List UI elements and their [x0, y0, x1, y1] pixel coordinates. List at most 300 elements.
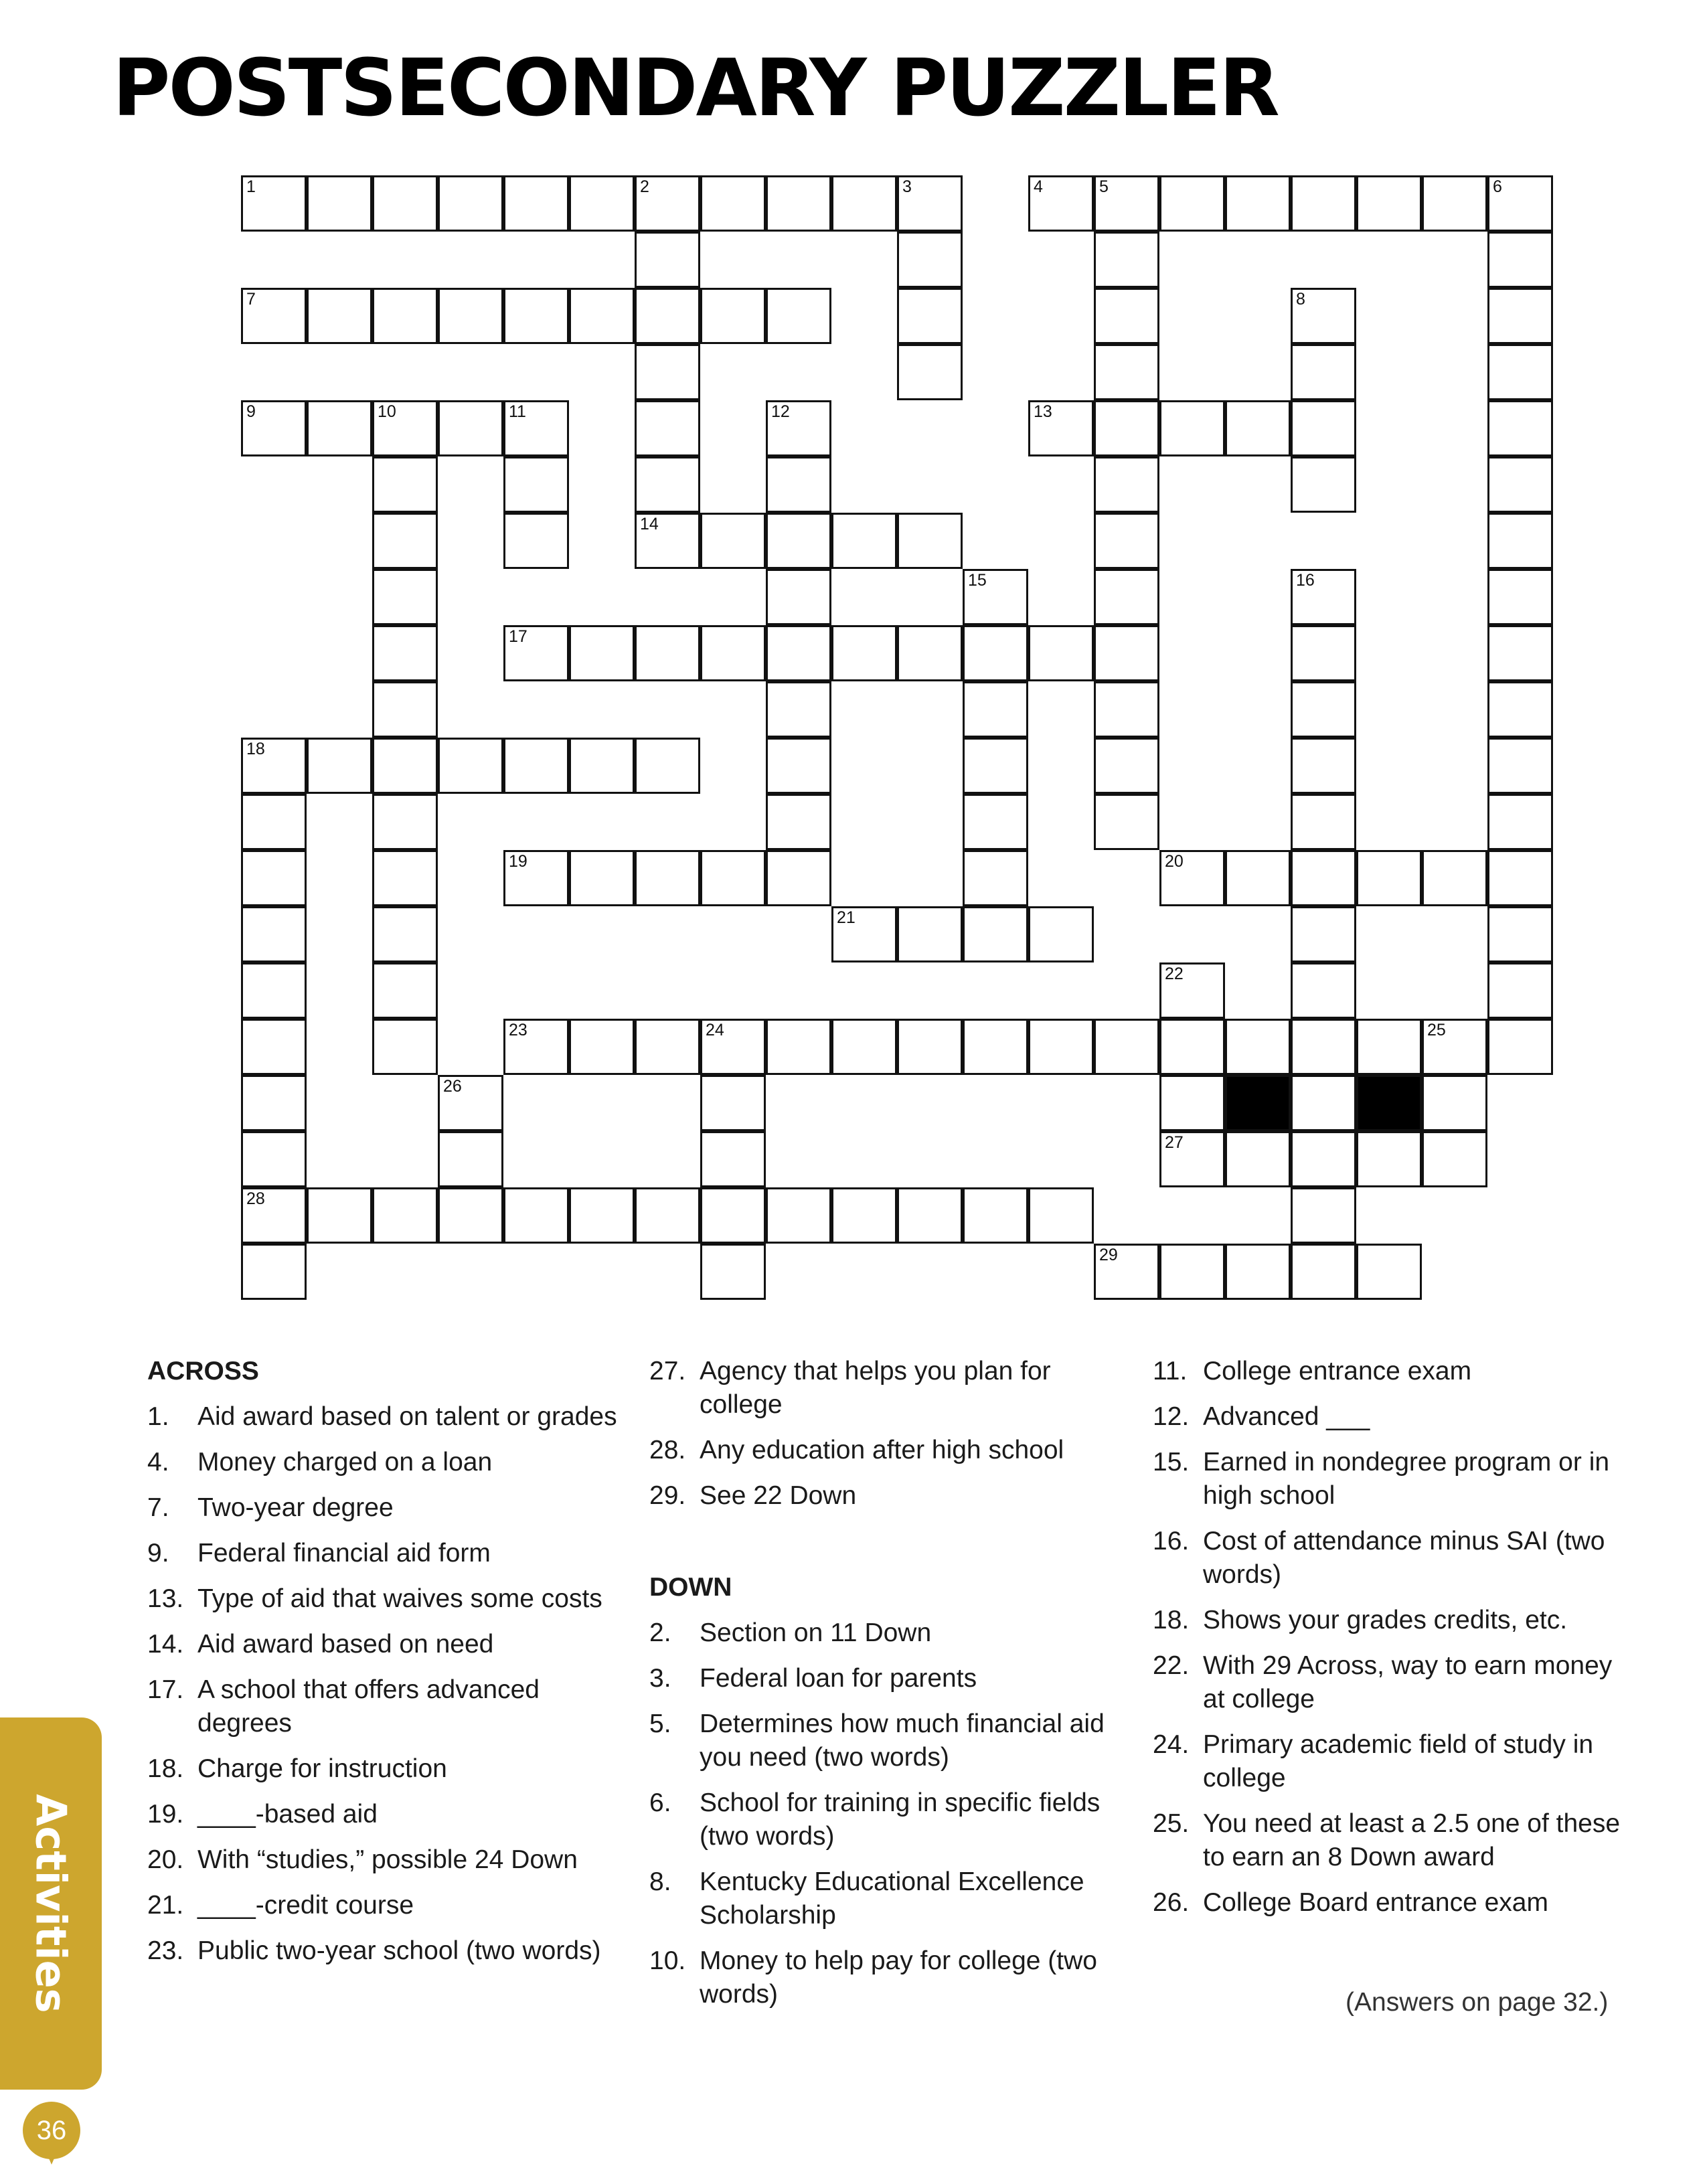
grid-cell[interactable]: [372, 400, 438, 456]
grid-cell[interactable]: [1291, 906, 1356, 962]
down-clue-list: [649, 1616, 1118, 2011]
grid-cell[interactable]: [766, 513, 831, 569]
clues-column-3: [1153, 1355, 1621, 1932]
grid-cell[interactable]: [700, 850, 766, 906]
grid-cell[interactable]: [1487, 738, 1553, 794]
down-clue: [1153, 1604, 1621, 1637]
grid-cell[interactable]: [1159, 962, 1225, 1019]
grid-cell[interactable]: [503, 738, 569, 794]
grid-cell[interactable]: [372, 850, 438, 906]
clue-number: 19: [509, 852, 527, 871]
grid-cell[interactable]: [766, 738, 831, 794]
grid-cell[interactable]: [897, 175, 963, 232]
clue-number: 8.: [649, 1867, 671, 1896]
grid-cell[interactable]: [963, 625, 1028, 681]
clue-text: Federal loan for parents: [700, 1664, 977, 1693]
grid-cell[interactable]: [569, 625, 635, 681]
down-clue: [649, 1662, 1118, 1695]
grid-cell[interactable]: [1356, 850, 1422, 906]
across-clue: [147, 1934, 623, 1968]
clue-number: 25: [1427, 1021, 1446, 1039]
clue-text: Aid award based on talent or grades: [197, 1402, 617, 1431]
grid-cell[interactable]: [241, 906, 307, 962]
grid-cell[interactable]: [241, 850, 307, 906]
grid-cell[interactable]: [635, 1187, 700, 1244]
grid-cell[interactable]: [372, 1187, 438, 1244]
clue-text: With 29 Across, way to earn money at college: [1203, 1651, 1613, 1713]
down-clue: [649, 1865, 1118, 1932]
clue-number: 6: [1493, 177, 1502, 196]
grid-cell[interactable]: [1028, 400, 1094, 456]
clue-number: 20: [1165, 852, 1184, 871]
clues-column-2: [649, 1355, 1118, 2023]
grid-cell[interactable]: [569, 738, 635, 794]
grid-cell[interactable]: [1291, 456, 1356, 513]
grid-cell[interactable]: [1094, 1019, 1159, 1075]
grid-cell[interactable]: [1291, 962, 1356, 1019]
clue-text: College entrance exam: [1203, 1357, 1472, 1385]
grid-cell[interactable]: [438, 1187, 503, 1244]
clue-text: School for training in specific fields (two words): [700, 1788, 1101, 1851]
grid-cell[interactable]: [503, 175, 569, 232]
grid-cell[interactable]: [897, 513, 963, 569]
across-clue-list: [147, 1400, 623, 1968]
clue-text: Any education after high school: [700, 1436, 1064, 1464]
grid-cell[interactable]: [1225, 175, 1291, 232]
grid-cell[interactable]: [503, 1019, 569, 1075]
grid-cell[interactable]: [766, 1187, 831, 1244]
grid-cell[interactable]: [241, 1187, 307, 1244]
grid-cell[interactable]: [635, 1019, 700, 1075]
grid-cell[interactable]: [1028, 625, 1094, 681]
grid-cell[interactable]: [1094, 400, 1159, 456]
grid-cell[interactable]: [963, 1187, 1028, 1244]
grid-cell[interactable]: [963, 681, 1028, 738]
clue-text: Money charged on a loan: [197, 1448, 493, 1477]
section-tab: [0, 1717, 102, 2090]
down-clue-list-continued: [1153, 1355, 1621, 1920]
grid-cell[interactable]: [963, 569, 1028, 625]
grid-cell[interactable]: [438, 175, 503, 232]
grid-cell[interactable]: [1487, 456, 1553, 513]
clue-number: 10: [378, 402, 396, 421]
grid-cell[interactable]: [1094, 232, 1159, 288]
grid-cell[interactable]: [1487, 400, 1553, 456]
across-clue: [147, 1798, 623, 1831]
grid-cell[interactable]: [1159, 1075, 1225, 1131]
down-clue: [1153, 1886, 1621, 1920]
grid-cell[interactable]: [241, 288, 307, 344]
grid-cell[interactable]: [1291, 344, 1356, 400]
grid-cell[interactable]: [831, 906, 897, 962]
grid-cell[interactable]: [1291, 738, 1356, 794]
grid-cell[interactable]: [1291, 1131, 1356, 1187]
grid-cell[interactable]: [241, 1244, 307, 1300]
across-clue: [147, 1889, 623, 1922]
grid-cell[interactable]: [241, 175, 307, 232]
grid-cell[interactable]: [503, 456, 569, 513]
grid-cell[interactable]: [569, 1019, 635, 1075]
clue-number: 13.: [147, 1584, 184, 1613]
clue-number: 9.: [147, 1539, 169, 1568]
grid-cell[interactable]: [372, 513, 438, 569]
across-clue: [649, 1479, 1118, 1513]
grid-cell[interactable]: [1094, 625, 1159, 681]
crossword-grid: [241, 175, 1553, 1300]
clue-number: 4: [1034, 177, 1043, 196]
down-clue: [1153, 1446, 1621, 1513]
grid-cell[interactable]: [1028, 906, 1094, 962]
grid-cell[interactable]: [766, 850, 831, 906]
grid-cell[interactable]: [635, 513, 700, 569]
clue-text: Charge for instruction: [197, 1754, 447, 1783]
grid-cell[interactable]: [241, 1019, 307, 1075]
grid-cell[interactable]: [1225, 400, 1291, 456]
grid-cell[interactable]: [1422, 1075, 1487, 1131]
grid-cell[interactable]: [1094, 794, 1159, 850]
grid-cell[interactable]: [897, 288, 963, 344]
grid-cell[interactable]: [241, 738, 307, 794]
clue-text: You need at least a 2.5 one of these to earn an 8 Down award: [1203, 1809, 1621, 1871]
clue-number: 18: [246, 740, 265, 758]
grid-cell[interactable]: [307, 738, 372, 794]
grid-cell[interactable]: [503, 625, 569, 681]
clue-number: 4.: [147, 1448, 169, 1477]
across-clue: [147, 1843, 623, 1877]
grid-cell[interactable]: [307, 400, 372, 456]
grid-cell[interactable]: [372, 738, 438, 794]
grid-cell[interactable]: [1291, 850, 1356, 906]
down-clue: [649, 1707, 1118, 1774]
grid-cell[interactable]: [1291, 794, 1356, 850]
clue-text: Primary academic field of study in college: [1203, 1730, 1594, 1792]
grid-cell[interactable]: [1225, 1019, 1291, 1075]
grid-cell[interactable]: [438, 1075, 503, 1131]
grid-cell[interactable]: [1159, 1131, 1225, 1187]
grid-cell[interactable]: [831, 1019, 897, 1075]
grid-cell[interactable]: [1356, 175, 1422, 232]
grid-cell[interactable]: [372, 962, 438, 1019]
answers-note: (Answers on page 32.): [1346, 1988, 1609, 2017]
grid-cell[interactable]: [1094, 288, 1159, 344]
grid-cell[interactable]: [700, 1244, 766, 1300]
clue-text: With “studies,” possible 24 Down: [197, 1845, 578, 1874]
grid-cell[interactable]: [1487, 513, 1553, 569]
grid-cell[interactable]: [1159, 175, 1225, 232]
grid-cell[interactable]: [438, 288, 503, 344]
grid-cell[interactable]: [1159, 400, 1225, 456]
grid-cell[interactable]: [963, 850, 1028, 906]
grid-cell[interactable]: [635, 400, 700, 456]
grid-cell[interactable]: [569, 1187, 635, 1244]
grid-cell[interactable]: [831, 625, 897, 681]
grid-cell[interactable]: [1225, 1244, 1291, 1300]
clue-text: Money to help pay for college (two words): [700, 1946, 1097, 2009]
grid-cell[interactable]: [1291, 175, 1356, 232]
down-clue: [649, 1616, 1118, 1650]
grid-cell[interactable]: [1291, 1187, 1356, 1244]
grid-cell[interactable]: [635, 344, 700, 400]
grid-cell[interactable]: [1487, 288, 1553, 344]
grid-cell[interactable]: [700, 1131, 766, 1187]
clue-text: College Board entrance exam: [1203, 1888, 1548, 1917]
grid-cell[interactable]: [569, 850, 635, 906]
clue-number: 18.: [1153, 1606, 1190, 1634]
grid-cell[interactable]: [372, 906, 438, 962]
grid-cell[interactable]: [569, 288, 635, 344]
grid-cell[interactable]: [241, 400, 307, 456]
grid-cell[interactable]: [241, 1075, 307, 1131]
section-tab-label: Activities: [26, 1794, 76, 2013]
clue-number: 17.: [147, 1675, 184, 1704]
grid-cell[interactable]: [569, 175, 635, 232]
clue-text: Kentucky Educational Excellence Scholarship: [700, 1867, 1084, 1930]
grid-cell[interactable]: [897, 906, 963, 962]
grid-cell[interactable]: [1422, 1019, 1487, 1075]
across-clue: [147, 1446, 623, 1479]
grid-cell[interactable]: [503, 288, 569, 344]
grid-cell[interactable]: [241, 962, 307, 1019]
across-clue-list-continued: [649, 1355, 1118, 1513]
grid-cell[interactable]: [307, 1187, 372, 1244]
grid-cell[interactable]: [700, 1187, 766, 1244]
grid-cell[interactable]: [1225, 1131, 1291, 1187]
grid-cell[interactable]: [766, 288, 831, 344]
clue-number: 27.: [649, 1357, 686, 1385]
grid-cell[interactable]: [1094, 175, 1159, 232]
clue-text: Earned in nondegree program or in high school: [1203, 1448, 1610, 1510]
page-title: POSTSECONDARY PUZZLER: [112, 41, 1278, 134]
grid-cell[interactable]: [1487, 175, 1553, 232]
grid-cell[interactable]: [700, 1075, 766, 1131]
grid-cell[interactable]: [372, 794, 438, 850]
grid-cell[interactable]: [635, 850, 700, 906]
clue-number: 16.: [1153, 1527, 1190, 1556]
clue-number: 3: [902, 177, 912, 196]
clue-text: Type of aid that waives some costs: [197, 1584, 602, 1613]
grid-cell[interactable]: [307, 288, 372, 344]
clue-number: 23.: [147, 1936, 184, 1965]
grid-cell[interactable]: [766, 681, 831, 738]
grid-cell[interactable]: [700, 625, 766, 681]
grid-cell[interactable]: [766, 1019, 831, 1075]
clue-number: 17: [509, 627, 527, 646]
grid-cell[interactable]: [503, 1187, 569, 1244]
grid-cell[interactable]: [1291, 569, 1356, 625]
down-heading: DOWN: [649, 1573, 732, 1602]
grid-cell[interactable]: [1422, 175, 1487, 232]
grid-cell[interactable]: [372, 288, 438, 344]
grid-cell[interactable]: [635, 175, 700, 232]
clue-text: Agency that helps you plan for college: [700, 1357, 1051, 1419]
clue-number: 21.: [147, 1891, 184, 1920]
grid-cell[interactable]: [1487, 569, 1553, 625]
grid-cell[interactable]: [897, 1019, 963, 1075]
grid-cell[interactable]: [1159, 850, 1225, 906]
grid-cell[interactable]: [1356, 1019, 1422, 1075]
grid-cell[interactable]: [1291, 400, 1356, 456]
grid-cell[interactable]: [700, 175, 766, 232]
grid-cell[interactable]: [372, 681, 438, 738]
grid-cell[interactable]: [897, 625, 963, 681]
grid-cell[interactable]: [635, 738, 700, 794]
grid-cell[interactable]: [503, 400, 569, 456]
grid-cell[interactable]: [372, 569, 438, 625]
down-clue: [649, 1944, 1118, 2011]
grid-cell[interactable]: [831, 1187, 897, 1244]
clue-number: 24: [706, 1021, 724, 1039]
grid-cell[interactable]: [438, 738, 503, 794]
grid-cell[interactable]: [1422, 850, 1487, 906]
grid-cell[interactable]: [1487, 794, 1553, 850]
grid-cell[interactable]: [963, 906, 1028, 962]
grid-cell[interactable]: [1159, 1019, 1225, 1075]
grid-cell[interactable]: [1487, 681, 1553, 738]
grid-cell[interactable]: [1291, 288, 1356, 344]
grid-cell[interactable]: [700, 1019, 766, 1075]
clue-number: 5: [1099, 177, 1109, 196]
clue-number: 2: [640, 177, 649, 196]
grid-cell[interactable]: [372, 175, 438, 232]
grid-cell[interactable]: [897, 1187, 963, 1244]
grid-cell[interactable]: [1291, 1244, 1356, 1300]
grid-cell[interactable]: [1094, 681, 1159, 738]
grid-cell[interactable]: [241, 1131, 307, 1187]
grid-cell[interactable]: [241, 794, 307, 850]
grid-cell[interactable]: [700, 513, 766, 569]
clue-number: 8: [1296, 290, 1305, 309]
clue-number: 23: [509, 1021, 527, 1039]
clue-text: Two-year degree: [197, 1493, 394, 1522]
down-clue: [1153, 1807, 1621, 1874]
grid-cell[interactable]: [1094, 738, 1159, 794]
grid-cell[interactable]: [635, 456, 700, 513]
clue-text: ____-credit course: [197, 1891, 414, 1920]
grid-cell[interactable]: [1028, 175, 1094, 232]
blocked-cell: [1225, 1075, 1291, 1131]
grid-cell[interactable]: [1225, 850, 1291, 906]
grid-cell[interactable]: [963, 1019, 1028, 1075]
grid-cell[interactable]: [766, 625, 831, 681]
page-number: 36: [36, 2115, 67, 2145]
across-clue: [649, 1434, 1118, 1467]
down-clue: [1153, 1649, 1621, 1716]
down-clue: [649, 1786, 1118, 1853]
grid-cell[interactable]: [1487, 625, 1553, 681]
grid-cell[interactable]: [766, 569, 831, 625]
across-clue: [147, 1400, 623, 1434]
grid-cell[interactable]: [963, 794, 1028, 850]
down-clue: [1153, 1525, 1621, 1592]
clue-number: 11: [509, 402, 526, 421]
across-clue: [147, 1537, 623, 1570]
clue-number: 15: [968, 571, 987, 590]
grid-cell[interactable]: [372, 456, 438, 513]
clue-number: 21: [837, 908, 856, 927]
grid-cell[interactable]: [1291, 625, 1356, 681]
grid-cell[interactable]: [1094, 456, 1159, 513]
clue-number: 24.: [1153, 1730, 1190, 1759]
clue-number: 14: [640, 515, 659, 533]
clue-number: 18.: [147, 1754, 184, 1783]
across-clue: [147, 1673, 623, 1740]
clue-number: 11.: [1153, 1357, 1188, 1385]
clue-number: 20.: [147, 1845, 184, 1874]
grid-cell[interactable]: [1159, 1244, 1225, 1300]
grid-cell[interactable]: [1356, 1131, 1422, 1187]
grid-cell[interactable]: [1028, 1187, 1094, 1244]
grid-cell[interactable]: [831, 175, 897, 232]
clue-text: Advanced ___: [1203, 1402, 1370, 1431]
clue-number: 1.: [147, 1402, 169, 1431]
grid-cell[interactable]: [503, 850, 569, 906]
grid-cell[interactable]: [438, 1131, 503, 1187]
clue-number: 26: [443, 1077, 462, 1096]
grid-cell[interactable]: [438, 400, 503, 456]
grid-cell[interactable]: [1094, 569, 1159, 625]
grid-cell[interactable]: [1487, 1019, 1553, 1075]
grid-cell[interactable]: [1487, 850, 1553, 906]
grid-cell[interactable]: [1028, 1019, 1094, 1075]
grid-cell[interactable]: [897, 344, 963, 400]
clue-number: 7.: [147, 1493, 169, 1522]
clue-number: 29: [1099, 1246, 1118, 1264]
clue-number: 26.: [1153, 1888, 1190, 1917]
clue-number: 9: [246, 402, 256, 421]
grid-cell[interactable]: [635, 232, 700, 288]
grid-cell[interactable]: [1291, 1019, 1356, 1075]
clue-number: 29.: [649, 1481, 686, 1510]
grid-cell[interactable]: [1487, 962, 1553, 1019]
grid-cell[interactable]: [766, 456, 831, 513]
clue-text: ____-based aid: [197, 1800, 378, 1829]
grid-cell[interactable]: [635, 288, 700, 344]
grid-cell[interactable]: [963, 738, 1028, 794]
grid-cell[interactable]: [766, 794, 831, 850]
grid-cell[interactable]: [1487, 344, 1553, 400]
grid-cell[interactable]: [307, 175, 372, 232]
grid-cell[interactable]: [766, 175, 831, 232]
down-clue: [1153, 1400, 1621, 1434]
grid-cell[interactable]: [1291, 1075, 1356, 1131]
grid-cell[interactable]: [372, 625, 438, 681]
clue-number: 1: [246, 177, 256, 196]
grid-cell[interactable]: [897, 232, 963, 288]
grid-cell[interactable]: [831, 513, 897, 569]
across-clue: [147, 1582, 623, 1616]
across-clue: [147, 1491, 623, 1525]
grid-cell[interactable]: [1422, 1131, 1487, 1187]
grid-cell[interactable]: [1094, 344, 1159, 400]
grid-cell[interactable]: [700, 288, 766, 344]
grid-cell[interactable]: [1291, 681, 1356, 738]
grid-cell[interactable]: [503, 513, 569, 569]
clue-number: 22.: [1153, 1651, 1190, 1680]
grid-cell[interactable]: [1487, 232, 1553, 288]
across-heading: ACROSS: [147, 1357, 259, 1385]
down-clue: [1153, 1355, 1621, 1388]
grid-cell[interactable]: [1094, 1244, 1159, 1300]
grid-cell[interactable]: [1094, 513, 1159, 569]
clue-number: 15.: [1153, 1448, 1190, 1477]
grid-cell[interactable]: [372, 1019, 438, 1075]
grid-cell[interactable]: [1487, 906, 1553, 962]
clue-number: 6.: [649, 1788, 671, 1817]
grid-cell[interactable]: [635, 625, 700, 681]
clue-number: 10.: [649, 1946, 686, 1975]
grid-cell[interactable]: [1356, 1244, 1422, 1300]
grid-cell[interactable]: [766, 400, 831, 456]
